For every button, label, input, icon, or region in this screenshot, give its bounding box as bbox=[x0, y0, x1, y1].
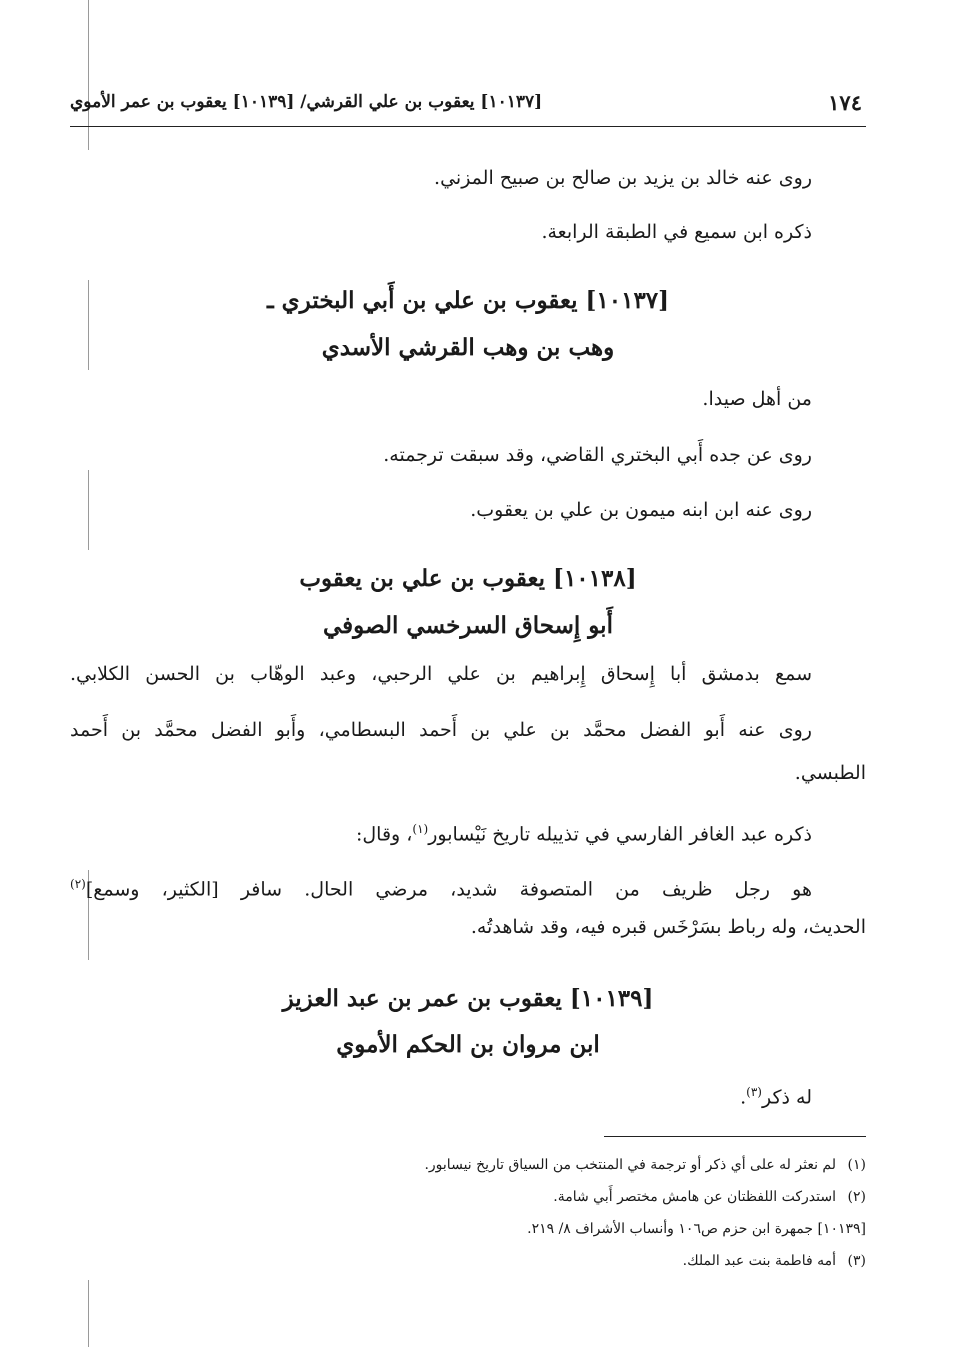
book-page bbox=[70, 0, 866, 1347]
text-line: من أهل صيدا. bbox=[702, 388, 812, 410]
footnote-divider bbox=[604, 1136, 866, 1137]
footnote bbox=[527, 1219, 866, 1239]
text-span: هو رجل ظريف من المتصوفة شديد، مرضي الحال. سافر [الكثير، وسمع] bbox=[85, 878, 812, 901]
page-header bbox=[70, 86, 866, 127]
text-span: . bbox=[740, 1086, 747, 1109]
text-line bbox=[356, 814, 812, 849]
entry-title: وهب بن وهب القرشي الأسدي bbox=[321, 334, 615, 361]
text-line: روى عن جده أَبي البختري القاضي، وقد سبقت ترجمته. bbox=[383, 444, 812, 466]
text-span: ، وقال: bbox=[355, 823, 413, 846]
footnote bbox=[683, 1251, 866, 1271]
text-span: له ذكر bbox=[761, 1086, 812, 1109]
footnote bbox=[424, 1155, 866, 1175]
footnote-text: لم نعثر له على أي ذكر أو ترجمة في المنتخب من السياق تاريخ نيسابور. bbox=[424, 1157, 836, 1173]
footnote-ref: (٣) bbox=[746, 1085, 762, 1099]
text-line: روى عنه خالد بن يزيد بن صالح بن صبيح المزني. bbox=[434, 167, 812, 189]
entry-title: [١٠١٣٨] يعقوب بن علي بن يعقوب bbox=[299, 565, 637, 592]
text-line: ذكره ابن سميع في الطبقة الرابعة. bbox=[541, 221, 812, 243]
text-line: الحديث، وله رباط بسَرْخَس قبره فيه، وقد شاهدتُه. bbox=[470, 916, 866, 938]
text-line: الطبسي. bbox=[794, 762, 866, 784]
footnote bbox=[553, 1187, 866, 1207]
footnote-mark: (٢) bbox=[847, 1189, 866, 1205]
entry-title: [١٠١٣٧] يعقوب بن علي بن أَبي البختري ـ bbox=[266, 287, 670, 314]
footnote-mark: (١) bbox=[847, 1157, 866, 1173]
running-head: [١٠١٣٧] يعقوب بن علي القرشي/ [١٠١٣٩] يعقوب بن عمر الأموي bbox=[70, 92, 543, 112]
text-line: سمع بدمشق أبا إِسحاق إِبراهيم بن علي الرحبي، وعبد الوهّاب بن الحسن الكلابي. bbox=[70, 663, 812, 685]
entry-title: ابن مروان بن الحكم الأموي bbox=[336, 1031, 600, 1058]
entry-title: [١٠١٣٩] يعقوب بن عمر بن عبد العزيز bbox=[282, 985, 654, 1012]
footnote-ref: (٢) bbox=[70, 877, 86, 891]
entry-title: أَبو إِسحاق السرخسي الصوفي bbox=[323, 612, 613, 639]
footnote-text: أمه فاطمة بنت عبد الملك. bbox=[682, 1253, 836, 1269]
footnote-ref: (١) bbox=[412, 822, 429, 836]
text-span: ذكره عبد الغافر الفارسي في تذييله تاريخ نَيْسابور bbox=[428, 823, 812, 846]
text-line: روى عنه ابن ابنه ميمون بن علي بن يعقوب. bbox=[470, 499, 812, 521]
page-number: ١٧٤ bbox=[828, 90, 862, 115]
footnote-text: استدركت اللفظتان عن هامش مختصر أَبي شامة. bbox=[553, 1189, 836, 1205]
text-line bbox=[740, 1077, 812, 1112]
text-line: روى عنه أَبو الفضل محمَّد بن علي بن أَحمد البسطامي، وأَبو الفضل محمَّد بن أَحمد bbox=[70, 719, 812, 741]
footnote-text: [١٠١٣٩] جمهرة ابن حزم ص١٠٦ وأنساب الأشراف ٨/ ٢١٩. bbox=[527, 1221, 866, 1237]
footnote-mark: (٣) bbox=[847, 1253, 866, 1269]
text-line bbox=[70, 869, 812, 904]
